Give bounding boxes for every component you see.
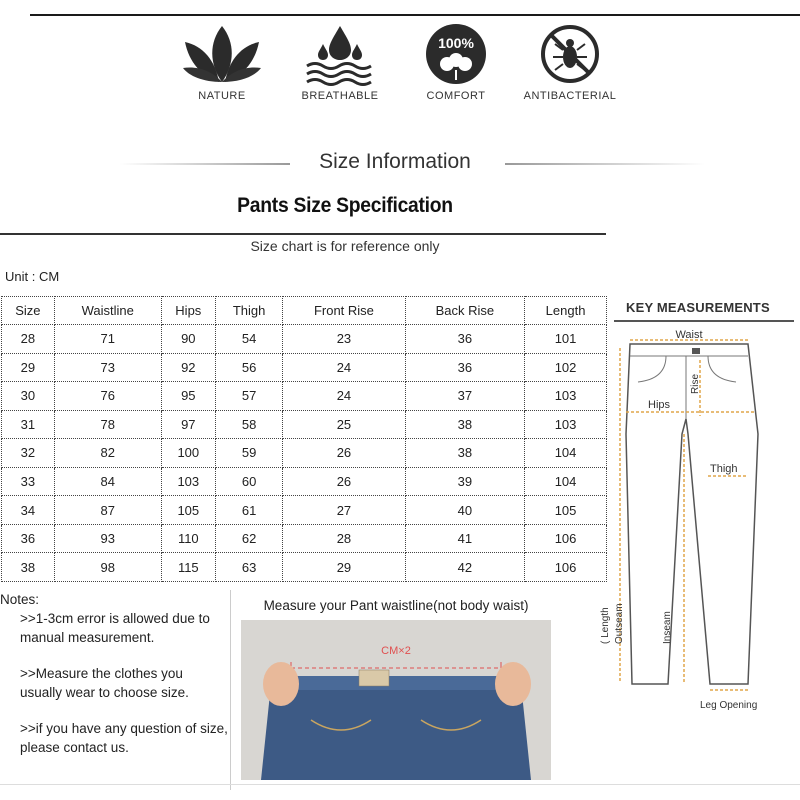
label-leg-opening: Leg Opening (700, 700, 758, 711)
table-cell: 38 (405, 439, 525, 468)
table-cell: 87 (54, 496, 161, 525)
table-cell: 110 (161, 524, 215, 553)
jeans-waistline-photo (241, 620, 551, 780)
table-row (2, 439, 607, 468)
table-cell: 61 (215, 496, 282, 525)
table-row (2, 553, 607, 582)
leaf-icon (179, 24, 265, 84)
table-cell: 54 (215, 325, 282, 354)
label-length: ( Length (600, 607, 611, 644)
spec-divider (0, 233, 606, 235)
table-cell: 40 (405, 496, 525, 525)
header-cell: Front Rise (283, 297, 405, 325)
label-inseam: Inseam (662, 611, 673, 644)
table-cell: 100 (161, 439, 215, 468)
label-waist: Waist (675, 329, 703, 341)
table-cell: 42 (405, 553, 525, 582)
table-cell: 28 (2, 325, 55, 354)
spec-title: Pants Size Specification (237, 194, 453, 217)
table-cell: 103 (525, 410, 607, 439)
table-cell: 32 (2, 439, 55, 468)
table-cell: 24 (283, 382, 405, 411)
table-cell: 105 (525, 496, 607, 525)
note-item: >>1-3cm error is allowed due to manual measurement. (20, 611, 210, 645)
table-cell: 106 (525, 524, 607, 553)
table-cell: 26 (283, 439, 405, 468)
divider-right (505, 163, 705, 165)
table-row (2, 353, 607, 382)
table-cell: 76 (54, 382, 161, 411)
table-cell: 27 (283, 496, 405, 525)
table-cell: 37 (405, 382, 525, 411)
table-cell: 38 (405, 410, 525, 439)
table-cell: 63 (215, 553, 282, 582)
feature-label: COMFORT (426, 90, 486, 102)
table-cell: 101 (525, 325, 607, 354)
top-divider (30, 14, 800, 16)
note-item: >>if you have any question of size, please contact us. (20, 721, 228, 755)
table-row (2, 325, 607, 354)
table-cell: 103 (525, 382, 607, 411)
notes-panel (0, 590, 228, 774)
jeans-icon (261, 684, 531, 780)
table-cell: 97 (161, 410, 215, 439)
key-measurements-panel (600, 296, 800, 726)
table-cell: 33 (2, 467, 55, 496)
table-cell: 31 (2, 410, 55, 439)
unit-label: Unit : CM (5, 269, 60, 284)
table-cell: 115 (161, 553, 215, 582)
table-row (2, 467, 607, 496)
table-cell: 23 (283, 325, 405, 354)
pants-outline-icon (626, 344, 758, 684)
bottom-divider (0, 784, 800, 785)
table-cell: 36 (2, 524, 55, 553)
table-cell: 93 (54, 524, 161, 553)
feature-label: NATURE (198, 90, 246, 102)
table-cell: 41 (405, 524, 525, 553)
header-cell: Size (2, 297, 55, 325)
table-cell: 29 (2, 353, 55, 382)
size-table (1, 296, 607, 582)
badge-text: 100% (438, 35, 474, 51)
table-cell: 71 (54, 325, 161, 354)
table-cell: 62 (215, 524, 282, 553)
feature-label: BREATHABLE (301, 90, 379, 102)
table-body (2, 325, 607, 582)
table-cell: 104 (525, 467, 607, 496)
water-drop-icon (297, 24, 383, 84)
table-cell: 90 (161, 325, 215, 354)
label-thigh: Thigh (710, 463, 738, 475)
table-cell: 106 (525, 553, 607, 582)
label-hips: Hips (648, 399, 671, 411)
table-row (2, 410, 607, 439)
header-cell: Waistline (54, 297, 161, 325)
feature-antibacterial (510, 24, 630, 102)
measure-panel (230, 590, 560, 790)
measure-title: Measure your Pant waistline(not body waist) (263, 598, 529, 613)
feature-breathable (280, 24, 400, 102)
table-cell: 98 (54, 553, 161, 582)
table-cell: 29 (283, 553, 405, 582)
table-cell: 105 (161, 496, 215, 525)
table-cell: 84 (54, 467, 161, 496)
table-cell: 102 (525, 353, 607, 382)
table-cell: 25 (283, 410, 405, 439)
header-cell: Back Rise (405, 297, 525, 325)
section-title: Size Information (319, 150, 471, 173)
key-divider (614, 320, 794, 322)
table-row (2, 496, 607, 525)
table-cell: 38 (2, 553, 55, 582)
table-cell: 28 (283, 524, 405, 553)
pants-diagram (600, 324, 800, 724)
table-cell: 30 (2, 382, 55, 411)
table-cell: 78 (54, 410, 161, 439)
header-cell: Length (525, 297, 607, 325)
table-cell: 95 (161, 382, 215, 411)
table-cell: 104 (525, 439, 607, 468)
table-cell: 58 (215, 410, 282, 439)
feature-nature (162, 24, 282, 102)
notes-heading: Notes: (0, 592, 40, 607)
header-cell: Hips (161, 297, 215, 325)
table-cell: 39 (405, 467, 525, 496)
table-cell: 59 (215, 439, 282, 468)
table-cell: 26 (283, 467, 405, 496)
cotton-badge-icon (413, 24, 499, 84)
table-cell: 92 (161, 353, 215, 382)
table-cell: 82 (54, 439, 161, 468)
feature-comfort (396, 24, 516, 102)
note-item: >>Measure the clothes you usually wear to choose size. (20, 666, 189, 700)
table-cell: 24 (283, 353, 405, 382)
key-measurements-title: KEY MEASUREMENTS (626, 300, 770, 315)
table-cell: 56 (215, 353, 282, 382)
feature-label: ANTIBACTERIAL (523, 90, 617, 102)
table-cell: 103 (161, 467, 215, 496)
header-cell: Thigh (215, 297, 282, 325)
divider-left (120, 163, 290, 165)
table-cell: 57 (215, 382, 282, 411)
table-cell: 36 (405, 353, 525, 382)
table-row (2, 382, 607, 411)
tape-label: CM×2 (381, 645, 411, 657)
section-header (0, 148, 800, 178)
table-cell: 60 (215, 467, 282, 496)
table-cell: 34 (2, 496, 55, 525)
no-bug-icon (527, 24, 613, 84)
table-row (2, 524, 607, 553)
table-cell: 36 (405, 325, 525, 354)
label-rise: Rise (690, 373, 701, 394)
reference-note: Size chart is for reference only (250, 238, 440, 254)
table-cell: 73 (54, 353, 161, 382)
table-header-row (2, 297, 607, 325)
label-outseam: Outseam (614, 603, 625, 644)
